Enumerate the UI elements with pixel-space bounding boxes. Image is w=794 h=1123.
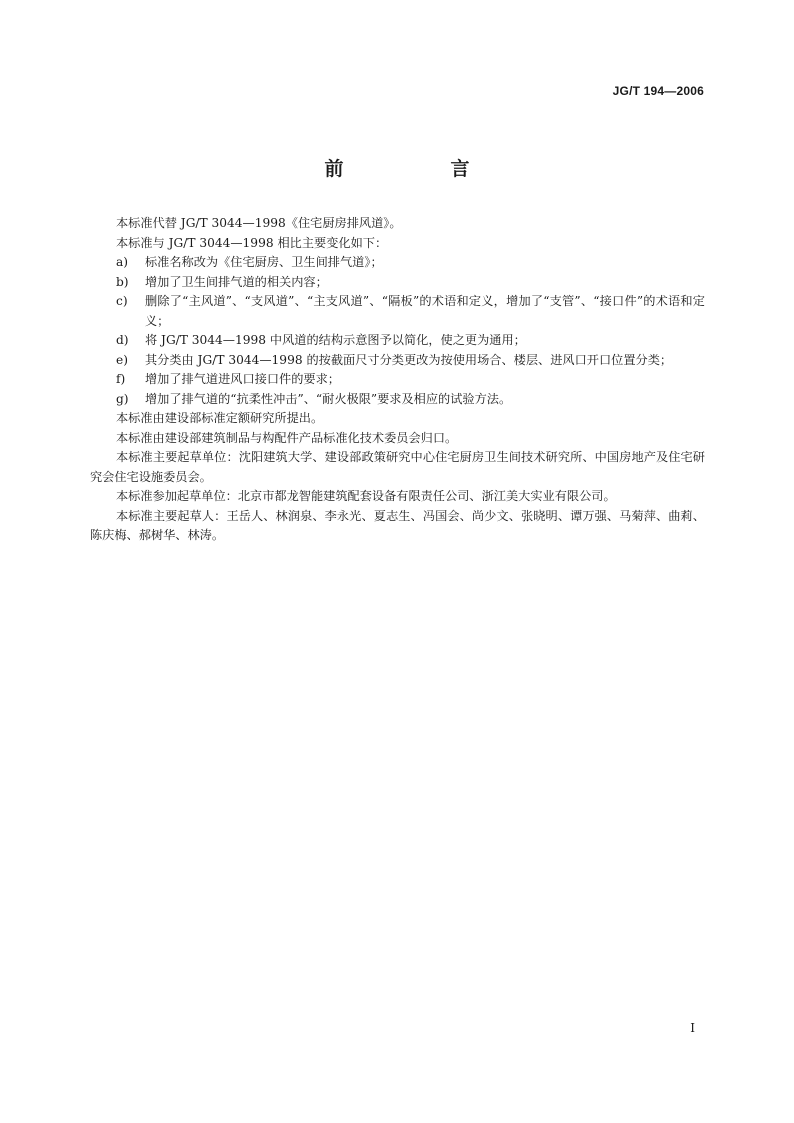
paragraph-drafters: 本标准主要起草人：王岳人、林润泉、李永光、夏志生、冯国会、尚少文、张晓明、谭万强、马菊萍、曲莉、陈庆梅、郝树华、林涛。 <box>90 508 705 542</box>
paragraph-changes-intro: 本标准与 JG/T 3044—1998 相比主要变化如下： <box>116 235 388 250</box>
paragraph-main-drafting-units: 本标准主要起草单位：沈阳建筑大学、建设部政策研究中心住宅厨房卫生间技术研究所、中国房地产及住宅研究会住宅设施委员会。 <box>90 450 705 484</box>
list-item <box>90 351 705 371</box>
paragraph-replaces: 本标准代替 JG/T 3044—1998《住宅厨房排风道》。 <box>116 216 402 230</box>
list-item-text: 删除了“主风道”、“支风道”、“主支风道”、“隔板”的术语和定义，增加了“支管”、“接口件”的术语和定义； <box>145 294 705 328</box>
list-item-text: 标准名称改为《住宅厨房、卫生间排气道》； <box>145 255 383 269</box>
list-marker: c) <box>116 294 128 308</box>
list-marker: g) <box>116 391 129 406</box>
paragraph-committee: 本标准由建设部建筑制品与构配件产品标准化技术委员会归口。 <box>116 430 458 445</box>
list-item-text: 其分类由 JG/T 3044—1998 的按截面尺寸分类更改为按使用场合、楼层、进风口开口位置分类； <box>145 352 673 367</box>
list-item-text: 将 JG/T 3044—1998 中风道的结构示意图予以简化，使之更为通用； <box>145 333 526 347</box>
list-item <box>90 370 705 390</box>
list-item <box>90 331 705 351</box>
list-item <box>90 292 705 331</box>
page-number: I <box>690 1021 695 1035</box>
list-marker: b) <box>116 274 129 289</box>
paragraph-proposer: 本标准由建设部标准定额研究所提出。 <box>116 411 324 425</box>
list-item-text: 增加了卫生间排气道的相关内容； <box>145 274 328 289</box>
page-title: 前 言 <box>324 158 514 180</box>
list-item-text: 增加了排气道的“抗柔性冲击”、“耐火极限”要求及相应的试验方法。 <box>145 391 512 406</box>
list-marker: d) <box>116 333 129 347</box>
list-marker: e) <box>116 352 128 367</box>
list-marker: f) <box>116 372 126 386</box>
paragraph-participating-units: 本标准参加起草单位：北京市都龙智能建筑配套设备有限责任公司、浙江美大实业有限公司。 <box>116 489 616 503</box>
list-marker: a) <box>116 255 129 269</box>
foreword-body <box>90 214 705 546</box>
list-item-text: 增加了排气道进风口接口件的要求； <box>145 372 340 386</box>
list-item <box>90 390 705 410</box>
list-item <box>90 273 705 293</box>
list-item <box>90 253 705 273</box>
standard-code: JG/T 194—2006 <box>612 84 704 98</box>
